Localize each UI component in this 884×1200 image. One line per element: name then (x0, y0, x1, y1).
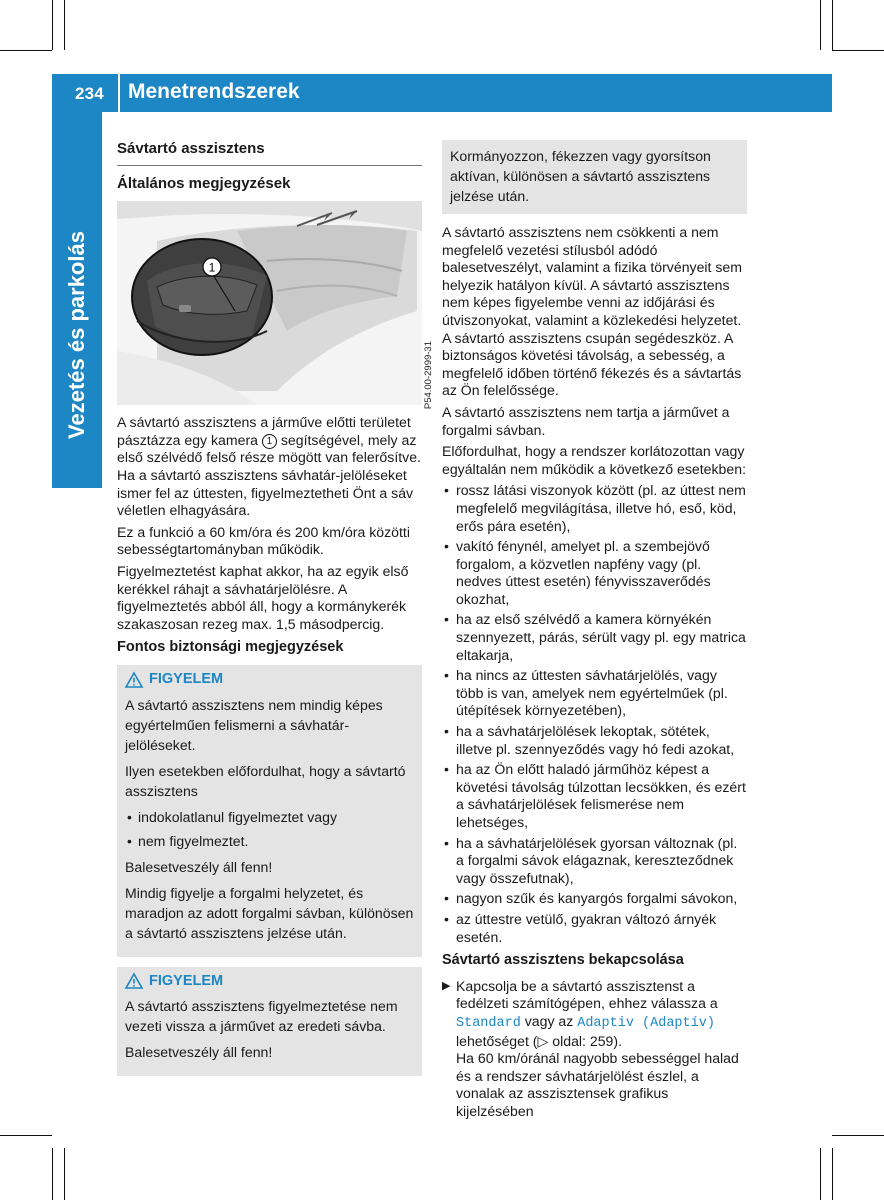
list-item: • vakító fénynél, amelyet pl. a szembejövő forgalom, a közvetlen napfény vagy (pl. nedves úttest esetén) fényvisszaverődés okozhat, (442, 538, 747, 608)
warning-list (125, 807, 414, 851)
camera-marker: 1 (262, 434, 277, 449)
crop-mark (64, 1148, 65, 1200)
crop-mark (0, 50, 52, 51)
list-item: • nem figyelmeztet. (125, 831, 414, 851)
page-ref-icon: ▷ (537, 1032, 549, 1049)
activate-heading: Sávtartó asszisztens bekapcsolása (442, 952, 684, 969)
warning-triangle-icon (125, 672, 143, 688)
step-text: Kapcsolja be a sávtartó asszisztenst a fedélzeti számítógépen, ehhez válassza a (456, 977, 718, 1012)
crop-mark (820, 0, 821, 50)
crop-mark (64, 0, 65, 50)
warning-header (125, 671, 414, 689)
car-windshield-illustration (117, 201, 422, 405)
warning-text: A sávtartó asszisztens figyelmeztetése nem vezeti vissza a járművet az eredeti sávba. (125, 998, 398, 1035)
crop-mark (832, 1148, 833, 1200)
header-divider (118, 50, 120, 112)
speed-range-paragraph: Ez a funkció a 60 km/óra és 200 km/óra közötti sebességtartományban működik. (117, 523, 410, 558)
crop-mark (832, 1135, 884, 1136)
warning-text: Ilyen esetekben előfordulhat, hogy a sávtartó asszisztens (125, 762, 406, 799)
warning-box (117, 967, 422, 1077)
step-text: lehetőséget ( (456, 1032, 538, 1049)
lane-paragraph: A sávtartó asszisztens nem tartja a járművet a forgalmi sávban. (442, 403, 730, 438)
page-number: 234 (75, 84, 104, 103)
page-title: Menetrendszerek (128, 80, 300, 103)
list-item: • indokolatlanul figyelmeztet vagy (125, 807, 414, 827)
warning-triangle-icon (125, 973, 143, 989)
warning-label: FIGYELEM (149, 670, 224, 687)
responsibility-paragraph: A sávtartó asszisztens nem csökkenti a nem megfelelő vezetési stílusból adódó balesetveszélyt, valamint a fizika törvényeit sem helyezik hatályon kívül. A sávtartó asszisztens nem képes figyelembe venni az időjárási és útviszonyokat, valamint a közlekedési helyzetet. A sávtartó asszisztens csupán segédeszköz. A biztonságos követési távolság, a sebesség, a megfelelő időben történő fékezés és a sávtartás az Ön felelőssége. (442, 224, 743, 399)
crop-mark (52, 1148, 53, 1200)
warning-text: Balesetveszély áll fenn! (125, 858, 273, 875)
list-item: • nagyon szűk és kanyargós forgalmi sávokon, (442, 890, 747, 908)
notice-box: Kormányozzon, fékezzen vagy gyorsítson aktívan, különösen a sávtartó asszisztens jelzése után. (442, 140, 747, 214)
page-reference[interactable]: oldal: 259). (548, 1032, 622, 1049)
option-standard: Standard (456, 1015, 521, 1031)
warning-method-paragraph: Figyelmeztetést kaphat akkor, ha az egyik első kerékkel ráhajt a sávhatárjelölésre. A figyelmeztetés abból áll, hogy a kormánykerék szakaszosan rezeg max. 1,5 másodpercig. (117, 562, 409, 632)
limitations-paragraph: Előfordulhat, hogy a rendszer korlátozottan vagy egyáltalán nem működik a következő esetekben: (442, 443, 746, 477)
list-item: • ha az Ön előtt haladó járműhöz képest a követési távolság túlzottan lecsökken, és ezért a sávhatárjelölések felismerése nem lehetséges, (442, 761, 747, 831)
left-column (117, 140, 434, 1086)
crop-mark (832, 50, 884, 51)
section-title: Sávtartó asszisztens (117, 140, 422, 166)
list-item: • rossz látási viszonyok között (pl. az úttest nem megfelelő megvilágítása, illetve hó, eső, köd, erős pára esetén), (442, 482, 747, 535)
warning-box (117, 665, 422, 957)
crop-mark (832, 0, 833, 50)
safety-heading: Fontos biztonsági megjegyzések (117, 639, 344, 656)
limitations-list (442, 482, 747, 946)
list-item: • ha az első szélvédő a kamera környékén szennyezett, párás, sérült vagy pl. egy matrica eltakarja, (442, 611, 747, 664)
intro-text-cont: segítségével, mely az első szélvédő felső része mögött van felerősítve. Ha a sávtartó asszisztens sávhatár-jelöléseket ismer fel az úttesten, figyelmeztetheti Önt a sáv véletlen elhagyására. (117, 431, 421, 519)
camera-figure (117, 201, 434, 410)
crop-mark (820, 1148, 821, 1200)
warning-text: Balesetveszély áll fenn! (125, 1044, 273, 1061)
list-item: • ha a sávhatárjelölések gyorsan változnak (pl. a forgalmi sávok elágaznak, kereszteződnek vagy összefutnak), (442, 835, 747, 888)
warning-text: A sávtartó asszisztens nem mindig képes egyértelműen felismerni a sávhatár-jelöléseket. (125, 696, 383, 753)
right-column (442, 140, 747, 1121)
option-adaptive: Adaptiv (Adaptív) (577, 1015, 715, 1031)
warning-label: FIGYELEM (149, 972, 224, 989)
warning-text: Mindig figyelje a forgalmi helyzetet, és maradjon az adott forgalmi sávban, különösen a sávtartó asszisztens jelzése után. (125, 884, 414, 941)
intro-paragraph (117, 414, 422, 520)
step-paragraph: Ha 60 km/óránál nagyobb sebességgel halad és a rendszer sávhatárjelölést észlel, a vonalak az asszisztensek grafikus kijelzésében (456, 1050, 739, 1119)
crop-mark (0, 1135, 52, 1136)
step-instruction (442, 978, 747, 1121)
step-text: vagy az (520, 1012, 578, 1029)
intro-text: A sávtartó asszisztens a járműve előtti területet pásztázza egy kamera (117, 414, 411, 448)
warning-header (125, 973, 414, 991)
subheading: Általános megjegyzések (117, 174, 291, 192)
crop-mark (52, 0, 53, 50)
figure-callout: 1 (208, 260, 216, 275)
list-item: • ha nincs az úttesten sávhatárjelölés, vagy több is van, amelyek nem egyértelműek (pl. útépítések környezetében), (442, 667, 747, 720)
side-tab-label: Vezetés és parkolás (64, 231, 89, 439)
figure-code: P54.00-2999-31 (423, 341, 434, 410)
list-item: • az úttestre vetülő, gyakran változó árnyék esetén. (442, 911, 747, 946)
list-item: • ha a sávhatárjelölések lekoptak, sötétek, illetve pl. szennyeződés vagy hó fedi azokat, (442, 723, 747, 758)
step-arrow-icon: ▶ (442, 979, 451, 992)
